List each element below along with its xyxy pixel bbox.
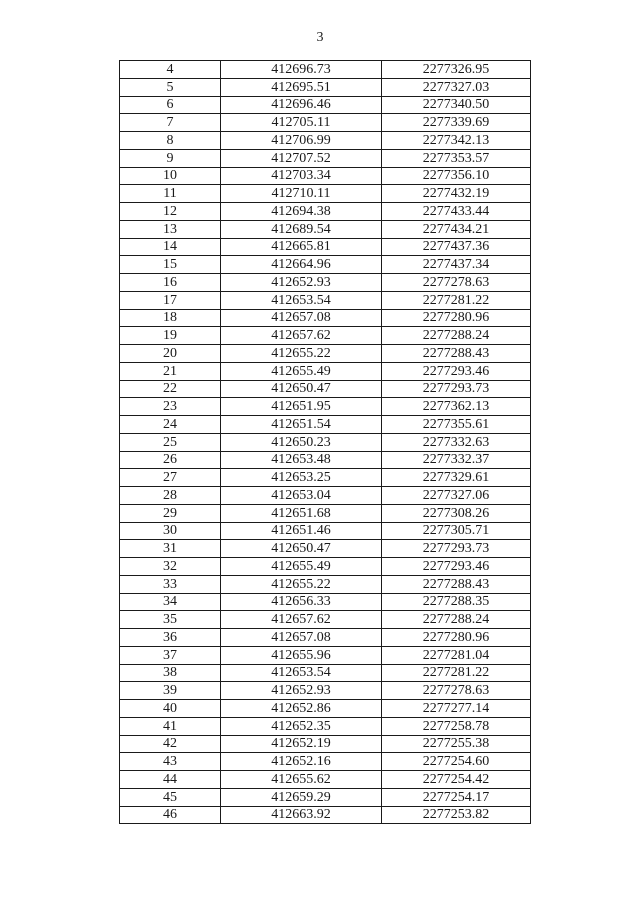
table-row (120, 78, 531, 96)
point-number-cell: 18 (120, 309, 221, 327)
y-coordinate-cell: 2277293.46 (382, 558, 531, 576)
x-coordinate-cell: 412653.25 (221, 469, 382, 487)
x-coordinate-cell: 412696.46 (221, 96, 382, 114)
table-row (120, 61, 531, 79)
y-coordinate-cell: 2277342.13 (382, 132, 531, 150)
x-coordinate-cell: 412656.33 (221, 593, 382, 611)
y-coordinate-cell: 2277255.38 (382, 735, 531, 753)
x-coordinate-cell: 412695.51 (221, 78, 382, 96)
x-coordinate-cell: 412689.54 (221, 220, 382, 238)
y-coordinate-cell: 2277329.61 (382, 469, 531, 487)
x-coordinate-cell: 412653.54 (221, 291, 382, 309)
point-number-cell: 39 (120, 682, 221, 700)
y-coordinate-cell: 2277277.14 (382, 700, 531, 718)
point-number-cell: 45 (120, 788, 221, 806)
y-coordinate-cell: 2277253.82 (382, 806, 531, 824)
point-number-cell: 14 (120, 238, 221, 256)
y-coordinate-cell: 2277432.19 (382, 185, 531, 203)
table-row (120, 646, 531, 664)
x-coordinate-cell: 412650.23 (221, 433, 382, 451)
table-row (120, 185, 531, 203)
table-row (120, 345, 531, 363)
point-number-cell: 22 (120, 380, 221, 398)
point-number-cell: 32 (120, 558, 221, 576)
table-row (120, 469, 531, 487)
point-number-cell: 30 (120, 522, 221, 540)
y-coordinate-cell: 2277278.63 (382, 274, 531, 292)
point-number-cell: 34 (120, 593, 221, 611)
table-row (120, 309, 531, 327)
y-coordinate-cell: 2277254.42 (382, 771, 531, 789)
point-number-cell: 21 (120, 362, 221, 380)
point-number-cell: 17 (120, 291, 221, 309)
table-row (120, 682, 531, 700)
y-coordinate-cell: 2277288.24 (382, 611, 531, 629)
table-row (120, 238, 531, 256)
y-coordinate-cell: 2277332.63 (382, 433, 531, 451)
y-coordinate-cell: 2277353.57 (382, 149, 531, 167)
point-number-cell: 27 (120, 469, 221, 487)
table-row (120, 611, 531, 629)
y-coordinate-cell: 2277281.22 (382, 664, 531, 682)
table-row (120, 700, 531, 718)
table-row (120, 132, 531, 150)
table-row (120, 558, 531, 576)
x-coordinate-cell: 412655.22 (221, 575, 382, 593)
x-coordinate-cell: 412705.11 (221, 114, 382, 132)
y-coordinate-cell: 2277356.10 (382, 167, 531, 185)
x-coordinate-cell: 412652.19 (221, 735, 382, 753)
y-coordinate-cell: 2277293.73 (382, 380, 531, 398)
x-coordinate-cell: 412652.93 (221, 682, 382, 700)
point-number-cell: 44 (120, 771, 221, 789)
y-coordinate-cell: 2277254.60 (382, 753, 531, 771)
point-number-cell: 7 (120, 114, 221, 132)
point-number-cell: 10 (120, 167, 221, 185)
point-number-cell: 46 (120, 806, 221, 824)
y-coordinate-cell: 2277305.71 (382, 522, 531, 540)
x-coordinate-cell: 412653.04 (221, 487, 382, 505)
x-coordinate-cell: 412657.08 (221, 309, 382, 327)
point-number-cell: 26 (120, 451, 221, 469)
point-number-cell: 42 (120, 735, 221, 753)
y-coordinate-cell: 2277433.44 (382, 203, 531, 221)
table-row (120, 398, 531, 416)
x-coordinate-cell: 412663.92 (221, 806, 382, 824)
x-coordinate-cell: 412651.68 (221, 504, 382, 522)
table-row (120, 575, 531, 593)
table-row (120, 167, 531, 185)
point-number-cell: 20 (120, 345, 221, 363)
table-row (120, 664, 531, 682)
x-coordinate-cell: 412694.38 (221, 203, 382, 221)
table-row (120, 256, 531, 274)
table-row (120, 291, 531, 309)
table-row (120, 203, 531, 221)
y-coordinate-cell: 2277437.36 (382, 238, 531, 256)
point-number-cell: 25 (120, 433, 221, 451)
point-number-cell: 6 (120, 96, 221, 114)
x-coordinate-cell: 412652.86 (221, 700, 382, 718)
x-coordinate-cell: 412707.52 (221, 149, 382, 167)
point-number-cell: 8 (120, 132, 221, 150)
y-coordinate-cell: 2277281.04 (382, 646, 531, 664)
x-coordinate-cell: 412664.96 (221, 256, 382, 274)
point-number-cell: 41 (120, 717, 221, 735)
x-coordinate-cell: 412657.62 (221, 611, 382, 629)
table-row (120, 504, 531, 522)
table-row (120, 380, 531, 398)
table-row (120, 362, 531, 380)
point-number-cell: 12 (120, 203, 221, 221)
y-coordinate-cell: 2277339.69 (382, 114, 531, 132)
point-number-cell: 33 (120, 575, 221, 593)
table-row (120, 416, 531, 434)
y-coordinate-cell: 2277280.96 (382, 309, 531, 327)
y-coordinate-cell: 2277288.43 (382, 575, 531, 593)
coordinates-table-body (120, 61, 531, 824)
table-row (120, 220, 531, 238)
x-coordinate-cell: 412652.35 (221, 717, 382, 735)
y-coordinate-cell: 2277437.34 (382, 256, 531, 274)
point-number-cell: 31 (120, 540, 221, 558)
point-number-cell: 5 (120, 78, 221, 96)
table-row (120, 717, 531, 735)
y-coordinate-cell: 2277326.95 (382, 61, 531, 79)
x-coordinate-cell: 412655.49 (221, 362, 382, 380)
table-row (120, 114, 531, 132)
table-row (120, 96, 531, 114)
y-coordinate-cell: 2277288.24 (382, 327, 531, 345)
x-coordinate-cell: 412659.29 (221, 788, 382, 806)
x-coordinate-cell: 412655.49 (221, 558, 382, 576)
table-row (120, 753, 531, 771)
y-coordinate-cell: 2277332.37 (382, 451, 531, 469)
x-coordinate-cell: 412655.22 (221, 345, 382, 363)
point-number-cell: 11 (120, 185, 221, 203)
y-coordinate-cell: 2277434.21 (382, 220, 531, 238)
table-row (120, 806, 531, 824)
y-coordinate-cell: 2277258.78 (382, 717, 531, 735)
y-coordinate-cell: 2277280.96 (382, 629, 531, 647)
x-coordinate-cell: 412657.62 (221, 327, 382, 345)
x-coordinate-cell: 412650.47 (221, 540, 382, 558)
x-coordinate-cell: 412653.48 (221, 451, 382, 469)
y-coordinate-cell: 2277278.63 (382, 682, 531, 700)
coordinates-table (119, 60, 531, 824)
point-number-cell: 35 (120, 611, 221, 629)
table-row (120, 451, 531, 469)
point-number-cell: 4 (120, 61, 221, 79)
x-coordinate-cell: 412651.54 (221, 416, 382, 434)
point-number-cell: 13 (120, 220, 221, 238)
x-coordinate-cell: 412657.08 (221, 629, 382, 647)
x-coordinate-cell: 412653.54 (221, 664, 382, 682)
table-row (120, 540, 531, 558)
point-number-cell: 19 (120, 327, 221, 345)
table-row (120, 771, 531, 789)
point-number-cell: 29 (120, 504, 221, 522)
table-row (120, 487, 531, 505)
x-coordinate-cell: 412703.34 (221, 167, 382, 185)
y-coordinate-cell: 2277293.46 (382, 362, 531, 380)
point-number-cell: 16 (120, 274, 221, 292)
y-coordinate-cell: 2277327.06 (382, 487, 531, 505)
table-row (120, 788, 531, 806)
table-row (120, 149, 531, 167)
point-number-cell: 9 (120, 149, 221, 167)
point-number-cell: 36 (120, 629, 221, 647)
point-number-cell: 28 (120, 487, 221, 505)
x-coordinate-cell: 412655.62 (221, 771, 382, 789)
x-coordinate-cell: 412655.96 (221, 646, 382, 664)
y-coordinate-cell: 2277288.35 (382, 593, 531, 611)
x-coordinate-cell: 412652.16 (221, 753, 382, 771)
x-coordinate-cell: 412651.95 (221, 398, 382, 416)
table-row (120, 274, 531, 292)
point-number-cell: 38 (120, 664, 221, 682)
x-coordinate-cell: 412710.11 (221, 185, 382, 203)
point-number-cell: 37 (120, 646, 221, 664)
x-coordinate-cell: 412650.47 (221, 380, 382, 398)
table-row (120, 735, 531, 753)
x-coordinate-cell: 412696.73 (221, 61, 382, 79)
y-coordinate-cell: 2277355.61 (382, 416, 531, 434)
x-coordinate-cell: 412665.81 (221, 238, 382, 256)
page-number: 3 (316, 30, 324, 45)
y-coordinate-cell: 2277308.26 (382, 504, 531, 522)
point-number-cell: 40 (120, 700, 221, 718)
y-coordinate-cell: 2277254.17 (382, 788, 531, 806)
y-coordinate-cell: 2277293.73 (382, 540, 531, 558)
point-number-cell: 43 (120, 753, 221, 771)
table-row (120, 433, 531, 451)
table-row (120, 327, 531, 345)
point-number-cell: 23 (120, 398, 221, 416)
table-row (120, 593, 531, 611)
y-coordinate-cell: 2277327.03 (382, 78, 531, 96)
point-number-cell: 24 (120, 416, 221, 434)
x-coordinate-cell: 412651.46 (221, 522, 382, 540)
y-coordinate-cell: 2277281.22 (382, 291, 531, 309)
table-row (120, 629, 531, 647)
y-coordinate-cell: 2277362.13 (382, 398, 531, 416)
table-row (120, 522, 531, 540)
x-coordinate-cell: 412706.99 (221, 132, 382, 150)
y-coordinate-cell: 2277340.50 (382, 96, 531, 114)
point-number-cell: 15 (120, 256, 221, 274)
x-coordinate-cell: 412652.93 (221, 274, 382, 292)
y-coordinate-cell: 2277288.43 (382, 345, 531, 363)
